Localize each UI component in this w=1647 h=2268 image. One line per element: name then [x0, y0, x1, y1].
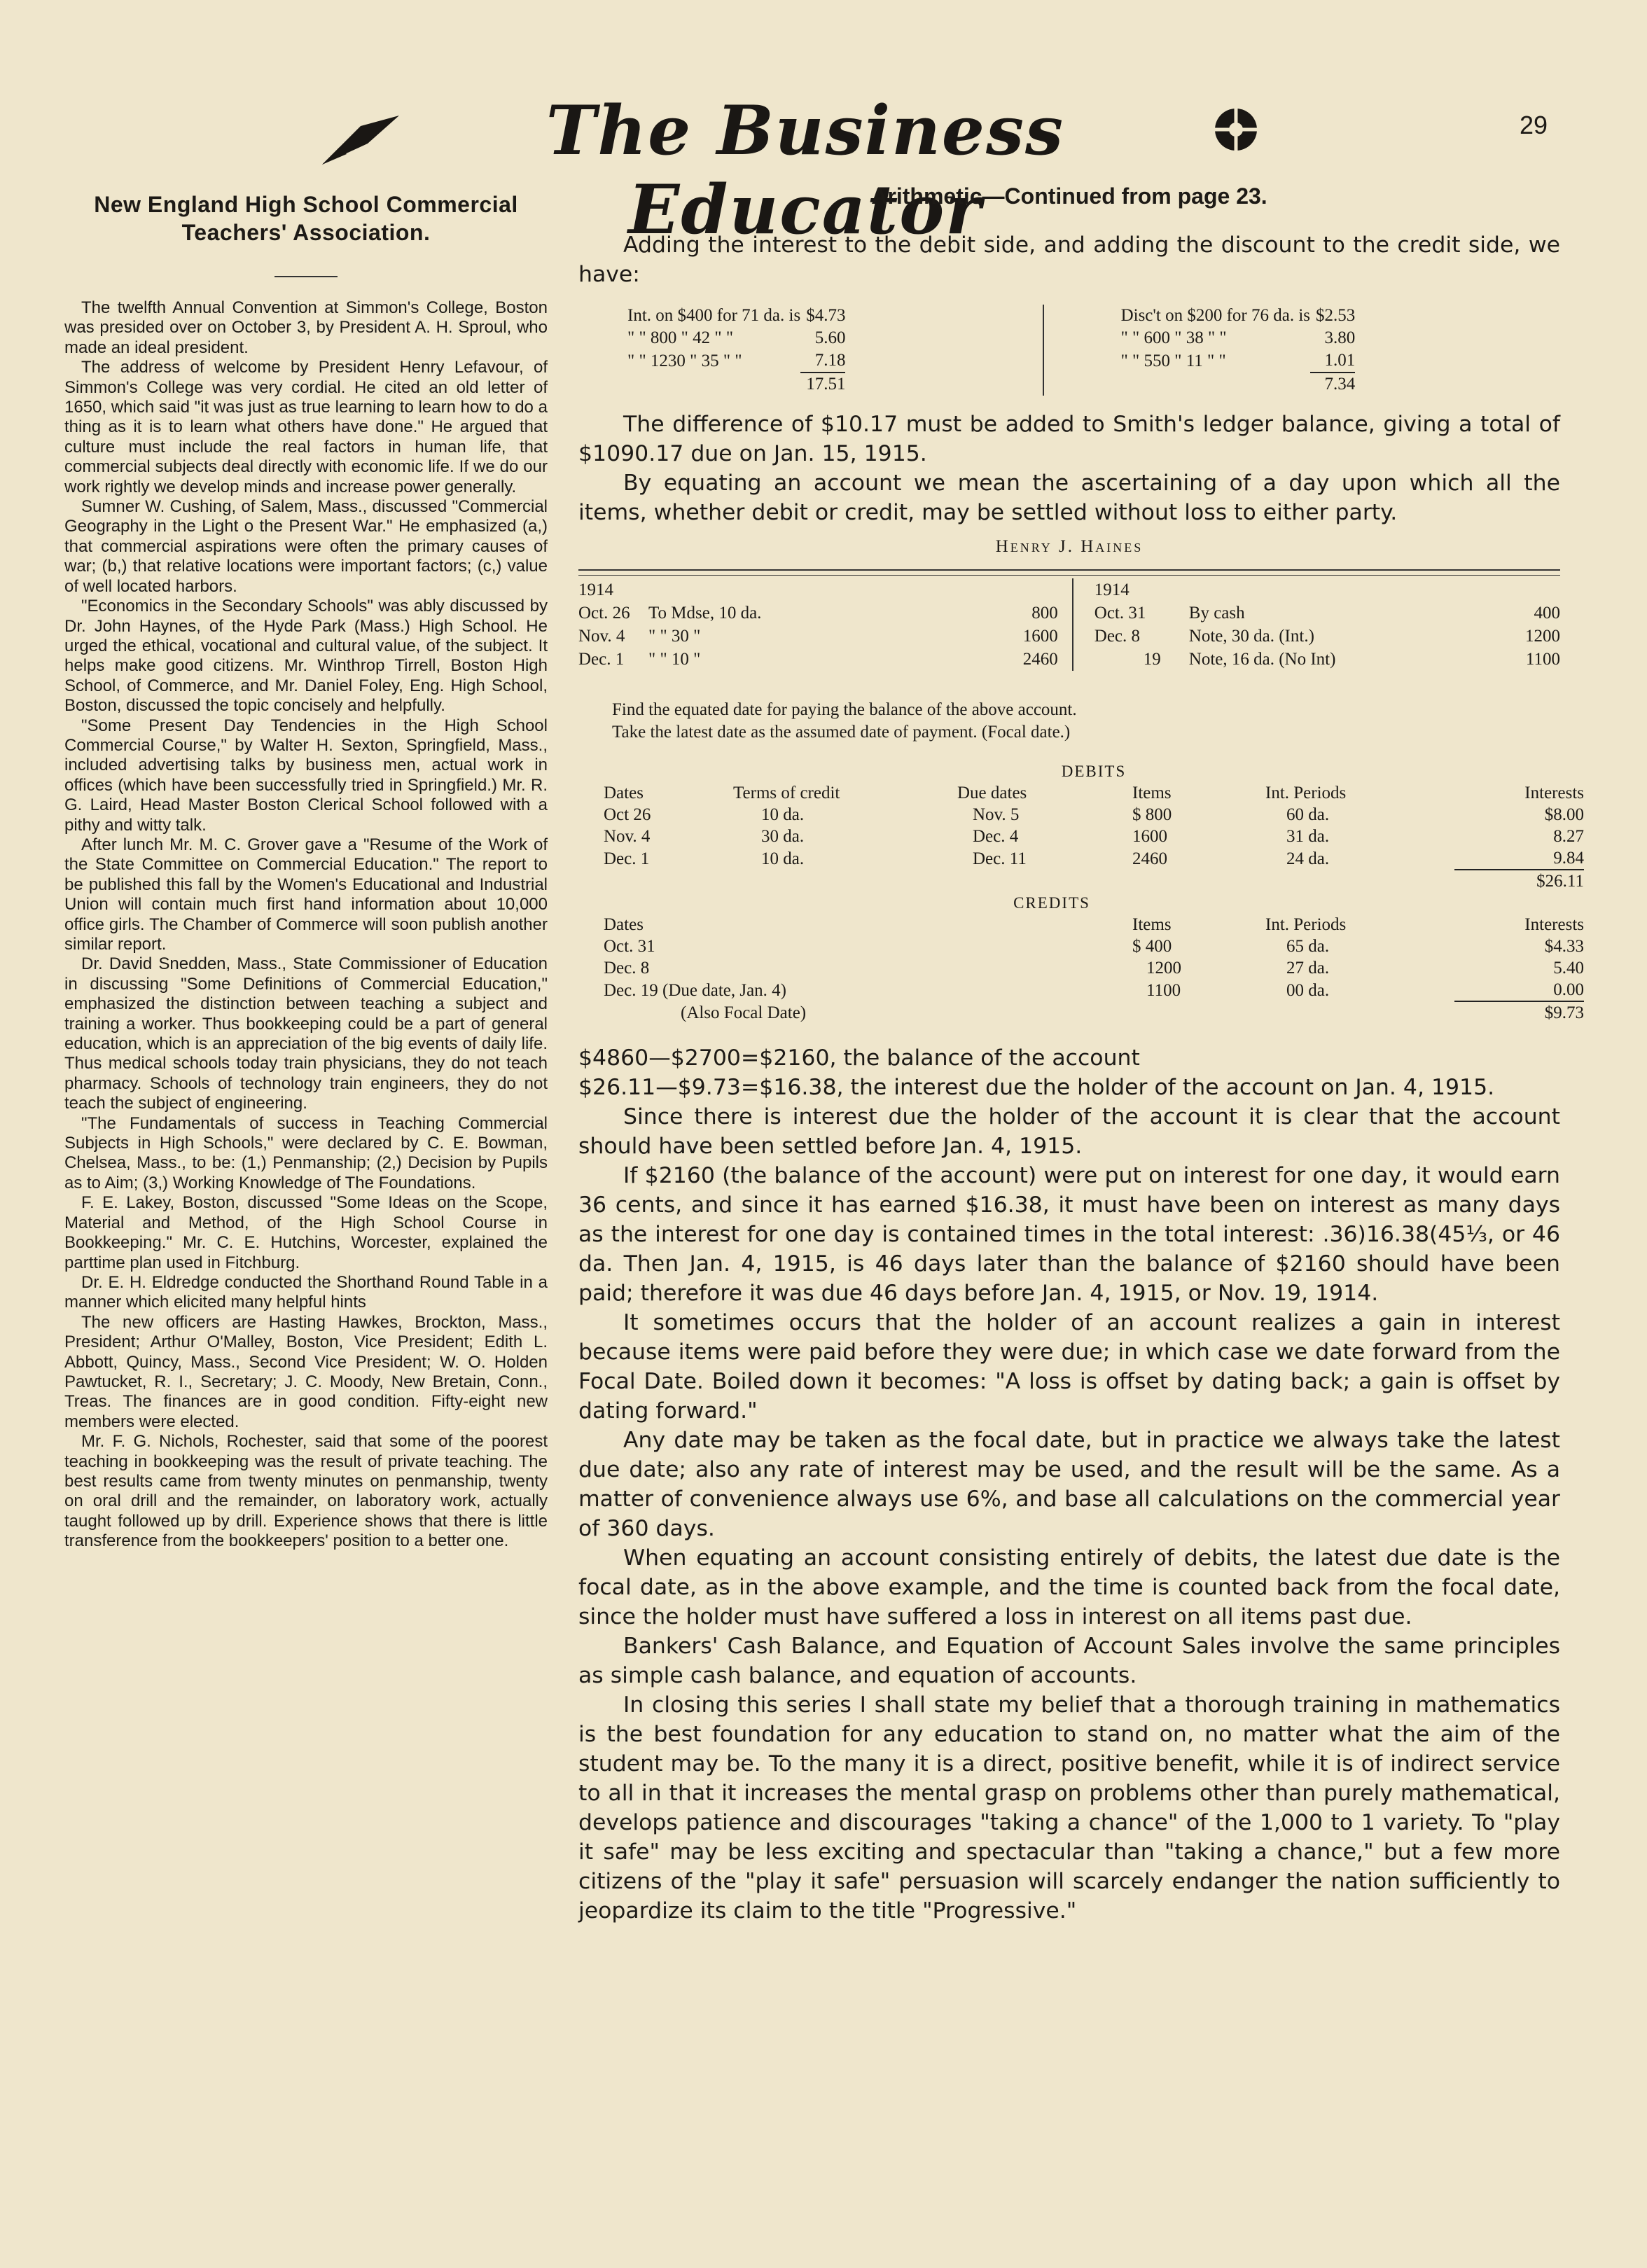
discount-total: 7.34: [1324, 375, 1356, 394]
equation-table: [604, 760, 1584, 1024]
table-row: [1121, 373, 1356, 396]
calculation-line: $26.11—$9.73=$16.38, the interest due the holder of the account on Jan. 4, 1915.: [578, 1075, 1495, 1100]
ledger-account: [578, 578, 1560, 671]
table-row: Dec. 1 10 da. Dec. 11 2460 24 da. 9.84: [604, 847, 1584, 870]
masthead-title: The Business Educator: [545, 91, 1065, 249]
debits-total: $26.11: [1536, 872, 1584, 891]
table-row: " " 600 " 38 " " 3.80: [1120, 328, 1356, 347]
discount-table: [1121, 305, 1356, 396]
ledger-double-rule: [578, 569, 1560, 576]
table-row: Int. on $400 for 71 da. is $4.73: [627, 306, 846, 325]
right-column-article: [578, 183, 1584, 1926]
calculation-block: [578, 1043, 1560, 1102]
page-number: 29: [1520, 111, 1548, 139]
table-row: Oct. 31 $ 400 65 da. $4.33: [604, 937, 1584, 956]
table-row: Nov. 4 " " 30 " 1600: [578, 627, 1058, 646]
paragraph: By equating an account we mean the ascertaining of a day upon which all the items, whether debit or credit, may be settled without loss to either party.: [578, 471, 1560, 525]
paragraph: The twelfth Annual Convention at Simmon's College, Boston was presided over on October 3, by President A. H. Sproul, who made an ideal president.: [64, 298, 548, 357]
table-row: Dec. 1 " " 10 " 2460: [578, 650, 1058, 669]
table-header-row: Dates Items Int. Periods Interests: [604, 915, 1584, 934]
table-row: " " 800 " 42 " " 5.60: [627, 328, 846, 347]
paragraph: "The Fundamentals of success in Teaching Commercial Subjects in High Schools," were declared by C. E. Bowman, Chelsea, Mass., to be: (1,) Penmanship; (2,) Decision by Pupils as to Aim; (3,) Working Knowledge of The Foundations.: [64, 1113, 548, 1192]
interest-discount-block: [578, 305, 1560, 396]
table-row: Disc't on $200 for 76 da. is $2.53: [1120, 306, 1356, 325]
intro-paragraph: Adding the interest to the debit side, and adding the discount to the credit side, we have:: [578, 232, 1560, 287]
table-row: " " 1230 " 35 " " 7.18: [627, 349, 845, 373]
table-row: Oct. 26 To Mdse, 10 da. 800: [578, 604, 1058, 622]
left-column-article: [64, 190, 548, 1552]
paragraph: Mr. F. G. Nichols, Rochester, said that some of the poorest teaching in bookkeeping was the result of private teaching. The best results came from twenty minutes on penmanship, twenty on oral drill and the remainder, on laboratory work, actually taught followed up by drill. Experience shows that there is little transference from the bookkeepers' position to a better one.: [64, 1432, 548, 1551]
paragraph: In closing this series I shall state my belief that a thorough training in mathematics is the best foundation for any education to stand on, no matter what the aim of the student may be. To the many it is a direct, positive benefit, while it is of indirect service to all in that it increases the mental grasp on problems other than purely mathematical, develops patience and discourages "taking a chance" of the 1,000 to 1 variety. To "play it safe" may be less exciting and spectacular than "taking a chance," but a few more citizens of the "play it safe" persuasion will scarcely endanger the nation sufficiently to jeopardize its claim to the title "Progressive.": [578, 1692, 1560, 1923]
paragraph: Bankers' Cash Balance, and Equation of Account Sales involve the same principles as simple cash balance, and equation of accounts.: [578, 1634, 1560, 1688]
paragraph: Since there is interest due the holder of the account it is clear that the account should have been settled before Jan. 4, 1915.: [578, 1104, 1560, 1159]
paragraph: The new officers are Hasting Hawkes, Brockton, Mass., President; Arthur O'Malley, Boston, Vice President; Edith L. Abbott, Quincy, Mass., Second Vice President; W. O. Holden Pawtucket, R. I., Secretary; J. C. Moody, New Bretain, Conn., Treas. The finances are in good condition. Fifty-eight new members were elected.: [64, 1312, 548, 1431]
paragraph: The address of welcome by President Henry Lefavour, of Simmon's College was very cordial. He cited an old letter of 1650, which said "it was just as true learning to learn how to do a thing as it is to learn what others have done." He argued that culture must include the real factors in human life, that commercial subjects deal directly with economic life. If we do our work rightly we develop minds and increase power generally.: [64, 358, 548, 496]
paragraph: Dr. David Snedden, Mass., State Commissioner of Education in discussing "Some Definitions of Commercial Education," emphasized the distinction between teaching a subject and training a worker. Thus bookkeeping could be a part of general education, which is an appreciation of the big events of daily life. Thus medical schools today train physicians, they do not teach pharmacy. Schools of technology train engineers, they do not teach the subject of engineering.: [64, 954, 548, 1113]
article-title: New England High School Commercial Teachers' Association.: [94, 192, 518, 245]
paragraph: The difference of $10.17 must be added to Smith's ledger balance, giving a total of $1090.17 due on Jan. 15, 1915.: [578, 412, 1560, 466]
table-row: [627, 373, 845, 396]
table-row: 19 Note, 16 da. (No Int) 1100: [1143, 650, 1560, 669]
paragraph: If $2160 (the balance of the account) were put on interest for one day, it would earn 36 cents, and since it has earned $16.38, it must have been on interest as many days as the interest for one day is contained times in the total interest: .36)16.38(45⅓, or 46 da. Then Jan. 4, 1915, is 46 days later than the balance of $2160 should have been paid; therefore it was due 46 days before Jan. 4, 1915, or Nov. 19, 1914.: [578, 1163, 1560, 1306]
author-signature: Henry J. Haines: [995, 537, 1144, 556]
instruction-line: Take the latest date as the assumed date of payment. (Focal date.): [612, 723, 1071, 742]
paragraph: F. E. Lakey, Boston, discussed "Some Ideas on the Scope, Material and Method, of the High School Course in Bookkeeping." Mr. C. E. Hutchins, Worcester, explained the parttime plan used in Fitchburg.: [64, 1193, 548, 1272]
discount-block: [1044, 305, 1560, 396]
paragraph: "Some Present Day Tendencies in the High School Commercial Course," by Walter H. Sexton, Springfield, Mass., included advertising talks by business men, actual work in offices (which have been successfully tried in Springfield.) Mr. R. G. Laird, Head Master Boston Clerical School followed with a pithy and witty talk.: [64, 716, 548, 835]
title-divider: [274, 276, 338, 277]
table-row: Dec. 8 Note, 30 da. (Int.) 1200: [1094, 627, 1560, 646]
paragraph: Dr. E. H. Eldredge conducted the Shorthand Round Table in a manner which elicited many helpful hints: [64, 1272, 548, 1312]
credits-total: $9.73: [1544, 1003, 1584, 1022]
interest-total: 17.51: [806, 375, 846, 394]
credits-heading: CREDITS: [1013, 894, 1090, 912]
ledger-debit-side: 1914 Oct. 26 To Mdse, 10 da. 800 Nov. 4 " " 30 " 1600 Dec. 1 " " 10 " 2460: [578, 578, 1073, 671]
ledger-credit-side: 1914 Oct. 31 By cash 400 Dec. 8 Note, 30 da. (Int.) 1200 19 Note, 16 da. (No Int) 1100: [1073, 578, 1560, 671]
calculation-line: $4860—$2700=$2160, the balance of the account: [578, 1045, 1140, 1071]
table-row: Oct 26 10 da. Nov. 5 $ 800 60 da. $8.00: [604, 805, 1584, 824]
paragraph: After lunch Mr. M. C. Grover gave a "Resume of the Work of the State Committee on Commercial Education." The report to be published this fall by the Women's Educational and Industrial Union will contain much first hand information about 10,000 office girls. The Chamber of Commerce will soon publish another similar report.: [64, 835, 548, 954]
interest-table: [627, 305, 845, 396]
paragraph: Any date may be taken as the focal date, but in practice we always take the latest due date; also any rate of interest may be used, and the result will be the same. As a matter of convenience always use 6%, and base all calculations on the commercial year of 360 days.: [578, 1428, 1560, 1541]
debits-heading: DEBITS: [1061, 763, 1127, 780]
interest-block: [578, 305, 1044, 396]
table-row: Nov. 4 30 da. Dec. 4 1600 31 da. 8.27: [604, 827, 1584, 846]
paragraph: It sometimes occurs that the holder of an account realizes a gain in interest because items were paid before they were due; in which case we date forward from the Focal Date. Boiled down it becomes: "A loss is offset by dating back; a gain is offset by dating forward.": [578, 1310, 1560, 1424]
paragraph: When equating an account consisting entirely of debits, the latest due date is the focal date, as in the above example, and the time is counted back from the focal date, since the holder must have suffered a loss in interest on all items past due.: [578, 1545, 1560, 1629]
continued-title: Arithmetic—Continued from page 23.: [871, 183, 1267, 209]
table-row: Oct. 31 By cash 400: [1094, 604, 1560, 622]
instruction-line: Find the equated date for paying the balance of the above account.: [612, 700, 1077, 719]
ornament-icon: [1208, 102, 1264, 158]
table-row: Dec. 19 (Due date, Jan. 4) 1100 00 da. 0.00: [604, 979, 1584, 1001]
table-row: " " 550 " 11 " " 1.01: [1121, 349, 1356, 373]
quill-pen-icon: [319, 112, 403, 168]
paragraph: Sumner W. Cushing, of Salem, Mass., discussed "Commercial Geography in the Light o the Present War." He emphasized (a,) that commercial aspirations were often the primary causes of war; (b,) that relative locations were important factors; (c,) value of well located harbors.: [64, 497, 548, 596]
table-row: Dec. 8 1200 27 da. 5.40: [604, 959, 1584, 978]
table-header-row: Dates Terms of credit Due dates Items Int. Periods Interests: [604, 784, 1584, 802]
focal-date-note: (Also Focal Date): [681, 1003, 807, 1022]
paragraph: "Economics in the Secondary Schools" was ably discussed by Dr. John Haynes, of the Hyde Park (Mass.) High School. He urged the ethical, vocational and cultural value, of the subject. It helps make good citizens. Mr. Winthrop Tirrell, Boston High School, of Commerce, and Mr. Daniel Foley, Eng. High School, Boston, discussed the topic concisely and helpfully.: [64, 597, 548, 716]
